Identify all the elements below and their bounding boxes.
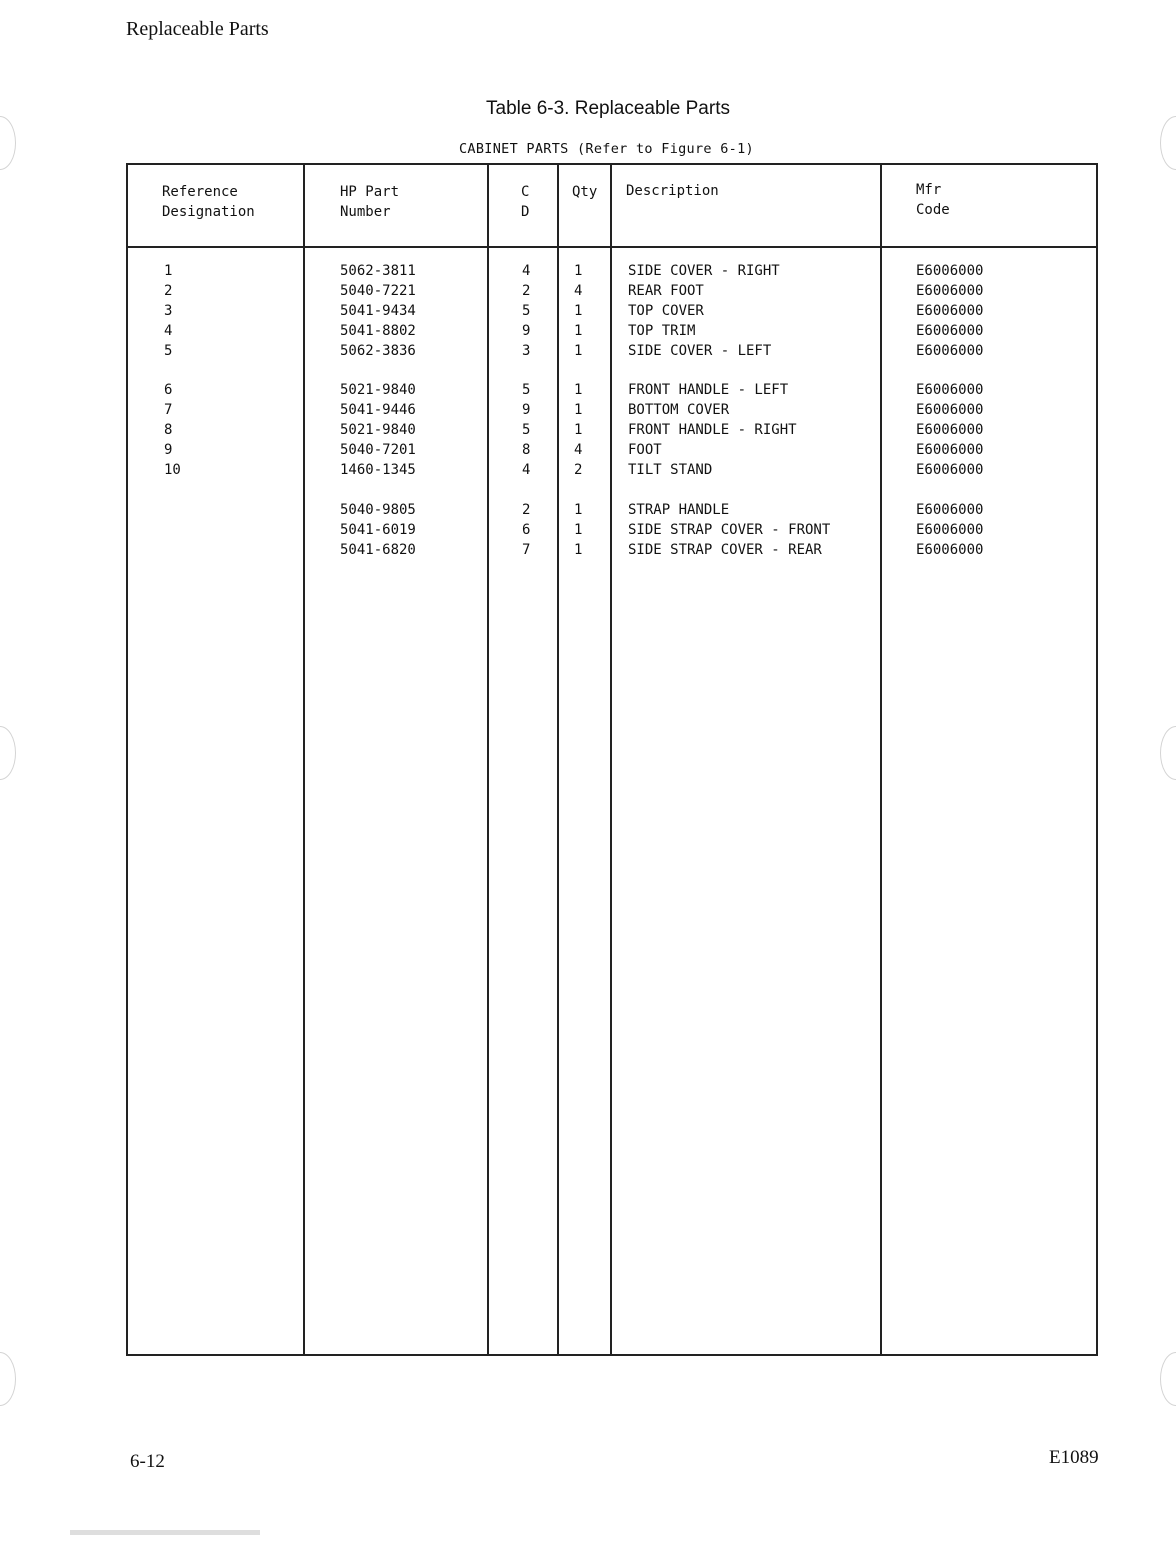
cell-qty: 1 [574,302,583,319]
cell-qty: 1 [574,541,583,558]
cell-description: STRAP HANDLE [628,501,730,518]
punch-hole-mark [1160,1352,1176,1406]
column-divider [487,165,489,1354]
cell-hp-part-number: 5041-6820 [340,541,416,558]
cell-hp-part-number: 5062-3811 [340,263,416,279]
cell-hp-part-number: 5040-7201 [340,442,416,459]
cell-qty: 1 [574,263,583,279]
cell-qty: 4 [574,442,583,459]
column-header-cd: C D [521,184,530,220]
cell-cd: 9 [522,402,531,419]
cell-cd: 2 [522,282,531,299]
cell-cd: 9 [522,322,531,339]
cell-hp-part-number: 5040-7221 [340,282,416,299]
column-header-mfr-code: Mfr Code [916,182,950,218]
cell-qty: 1 [574,521,583,538]
cell-qty: 4 [574,282,583,299]
punch-hole-mark [1160,726,1176,780]
document-code: E1089 [1049,1447,1099,1468]
cell-reference: 6 [164,382,173,399]
cell-description: SIDE COVER - RIGHT [628,263,780,279]
cell-mfr-code: E6006000 [916,521,984,538]
cell-hp-part-number: 5041-6019 [340,521,416,538]
column-divider [610,165,612,1354]
cell-description: SIDE STRAP COVER - FRONT [628,521,831,538]
column-header-description: Description [626,183,719,199]
cell-hp-part-number: 5021-9840 [340,382,416,399]
cell-mfr-code: E6006000 [916,402,984,419]
cell-cd: 5 [522,422,531,439]
cell-description: FRONT HANDLE - RIGHT [628,422,797,439]
cell-reference: 8 [164,422,173,439]
running-header: Replaceable Parts [126,18,269,40]
cell-hp-part-number: 5021-9840 [340,422,416,439]
cell-mfr-code: E6006000 [916,382,984,399]
cell-cd: 8 [522,442,531,459]
cell-qty: 1 [574,382,583,399]
column-header-hp-part: HP Part Number [340,184,400,220]
cell-description: TOP TRIM [628,322,696,339]
column-divider [880,165,882,1354]
cell-description: BOTTOM COVER [628,402,730,419]
cell-description: FRONT HANDLE - LEFT [628,382,789,399]
cell-qty: 1 [574,342,583,359]
cell-description: SIDE STRAP COVER - REAR [628,541,822,558]
cell-mfr-code: E6006000 [916,541,984,558]
punch-hole-mark [0,1352,16,1406]
cell-hp-part-number: 5040-9805 [340,501,416,518]
cell-reference: 5 [164,342,173,359]
scan-artifact [70,1530,260,1535]
cell-mfr-code: E6006000 [916,501,984,518]
cell-qty: 1 [574,322,583,339]
cell-hp-part-number: 1460-1345 [340,462,416,478]
cell-description: SIDE COVER - LEFT [628,342,772,359]
cell-mfr-code: E6006000 [916,462,984,478]
punch-hole-mark [0,726,16,780]
cell-cd: 5 [522,382,531,399]
header-divider [128,246,1096,248]
table-subtitle: CABINET PARTS (Refer to Figure 6-1) [459,141,754,157]
cell-qty: 1 [574,422,583,439]
punch-hole-mark [1160,116,1176,170]
cell-cd: 5 [522,302,531,319]
cell-hp-part-number: 5041-9446 [340,402,416,419]
cell-mfr-code: E6006000 [916,302,984,319]
cell-cd: 3 [522,342,531,359]
column-header-reference: Reference Designation [162,184,255,220]
cell-reference: 3 [164,302,173,319]
column-header-qty: Qty [572,184,598,200]
cell-qty: 2 [574,462,583,478]
cell-reference: 1 [164,263,173,279]
cell-cd: 2 [522,501,531,518]
punch-hole-mark [0,116,16,170]
cell-mfr-code: E6006000 [916,263,984,279]
cell-mfr-code: E6006000 [916,282,984,299]
cell-hp-part-number: 5041-9434 [340,302,416,319]
cell-qty: 1 [574,501,583,518]
cell-hp-part-number: 5041-8802 [340,322,416,339]
cell-cd: 6 [522,521,531,538]
cell-mfr-code: E6006000 [916,442,984,459]
table-title: Table 6-3. Replaceable Parts [486,98,730,119]
cell-mfr-code: E6006000 [916,342,984,359]
parts-table [126,163,1098,1356]
cell-reference: 10 [164,462,181,478]
cell-description: TILT STAND [628,462,713,478]
cell-reference: 9 [164,442,173,459]
cell-hp-part-number: 5062-3836 [340,342,416,359]
cell-mfr-code: E6006000 [916,322,984,339]
cell-description: REAR FOOT [628,282,704,299]
column-divider [303,165,305,1354]
cell-cd: 4 [522,462,531,478]
cell-reference: 4 [164,322,173,339]
cell-mfr-code: E6006000 [916,422,984,439]
column-divider [557,165,559,1354]
cell-reference: 7 [164,402,173,419]
cell-description: FOOT [628,442,662,459]
cell-qty: 1 [574,402,583,419]
cell-description: TOP COVER [628,302,704,319]
cell-reference: 2 [164,282,173,299]
cell-cd: 7 [522,541,531,558]
cell-cd: 4 [522,263,531,279]
page-number: 6-12 [130,1451,165,1472]
